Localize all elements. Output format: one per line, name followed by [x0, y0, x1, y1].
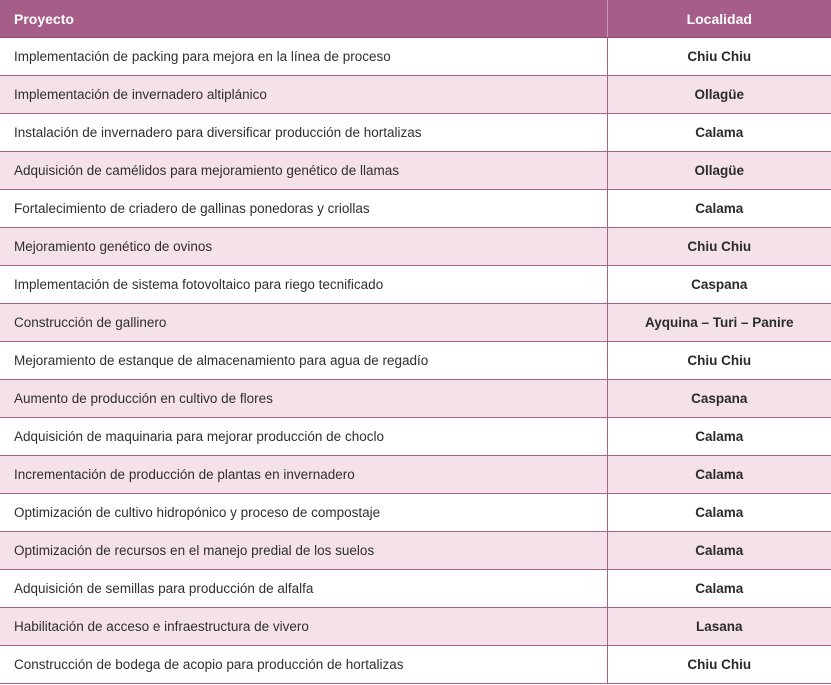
- locality-cell: Calama: [607, 114, 831, 152]
- project-cell: Construcción de gallinero: [0, 304, 607, 342]
- table-row: [0, 76, 831, 114]
- table-row: [0, 342, 831, 380]
- column-header-project: Proyecto: [0, 0, 607, 38]
- locality-cell: Chiu Chiu: [607, 38, 831, 76]
- table-row: [0, 190, 831, 228]
- table-row: [0, 608, 831, 646]
- locality-cell: Calama: [607, 190, 831, 228]
- table-row: [0, 418, 831, 456]
- locality-cell: Ollagüe: [607, 152, 831, 190]
- locality-cell: Calama: [607, 456, 831, 494]
- project-cell: Optimización de cultivo hidropónico y proceso de compostaje: [0, 494, 607, 532]
- locality-cell: Ayquina – Turi – Panire: [607, 304, 831, 342]
- project-cell: Fortalecimiento de criadero de gallinas ponedoras y criollas: [0, 190, 607, 228]
- table-row: [0, 38, 831, 76]
- project-cell: Mejoramiento genético de ovinos: [0, 228, 607, 266]
- locality-cell: Calama: [607, 532, 831, 570]
- project-cell: Optimización de recursos en el manejo predial de los suelos: [0, 532, 607, 570]
- locality-cell: Lasana: [607, 608, 831, 646]
- project-cell: Instalación de invernadero para diversificar producción de hortalizas: [0, 114, 607, 152]
- locality-cell: Ollagüe: [607, 76, 831, 114]
- project-cell: Mejoramiento de estanque de almacenamiento para agua de regadío: [0, 342, 607, 380]
- table-row: [0, 570, 831, 608]
- table-row: [0, 266, 831, 304]
- locality-cell: Calama: [607, 418, 831, 456]
- table-row: [0, 304, 831, 342]
- table-row: [0, 494, 831, 532]
- locality-cell: Caspana: [607, 380, 831, 418]
- locality-cell: Caspana: [607, 266, 831, 304]
- project-cell: Implementación de sistema fotovoltaico para riego tecnificado: [0, 266, 607, 304]
- project-cell: Construcción de bodega de acopio para producción de hortalizas: [0, 646, 607, 684]
- project-cell: Habilitación de acceso e infraestructura de vivero: [0, 608, 607, 646]
- table-row: [0, 380, 831, 418]
- project-cell: Adquisición de semillas para producción de alfalfa: [0, 570, 607, 608]
- project-cell: Adquisición de camélidos para mejoramiento genético de llamas: [0, 152, 607, 190]
- table-row: [0, 532, 831, 570]
- table-row: [0, 456, 831, 494]
- locality-cell: Chiu Chiu: [607, 342, 831, 380]
- header-row: [0, 0, 831, 38]
- locality-cell: Calama: [607, 494, 831, 532]
- project-cell: Aumento de producción en cultivo de flores: [0, 380, 607, 418]
- project-cell: Incrementación de producción de plantas en invernadero: [0, 456, 607, 494]
- table-row: [0, 646, 831, 684]
- project-cell: Adquisición de maquinaria para mejorar producción de choclo: [0, 418, 607, 456]
- locality-cell: Chiu Chiu: [607, 646, 831, 684]
- locality-cell: Chiu Chiu: [607, 228, 831, 266]
- project-cell: Implementación de packing para mejora en la línea de proceso: [0, 38, 607, 76]
- table-body: [0, 38, 831, 684]
- locality-cell: Calama: [607, 570, 831, 608]
- table-row: [0, 152, 831, 190]
- column-header-locality: Localidad: [607, 0, 831, 38]
- table-header: [0, 0, 831, 38]
- project-cell: Implementación de invernadero altiplánico: [0, 76, 607, 114]
- table-row: [0, 114, 831, 152]
- table-row: [0, 228, 831, 266]
